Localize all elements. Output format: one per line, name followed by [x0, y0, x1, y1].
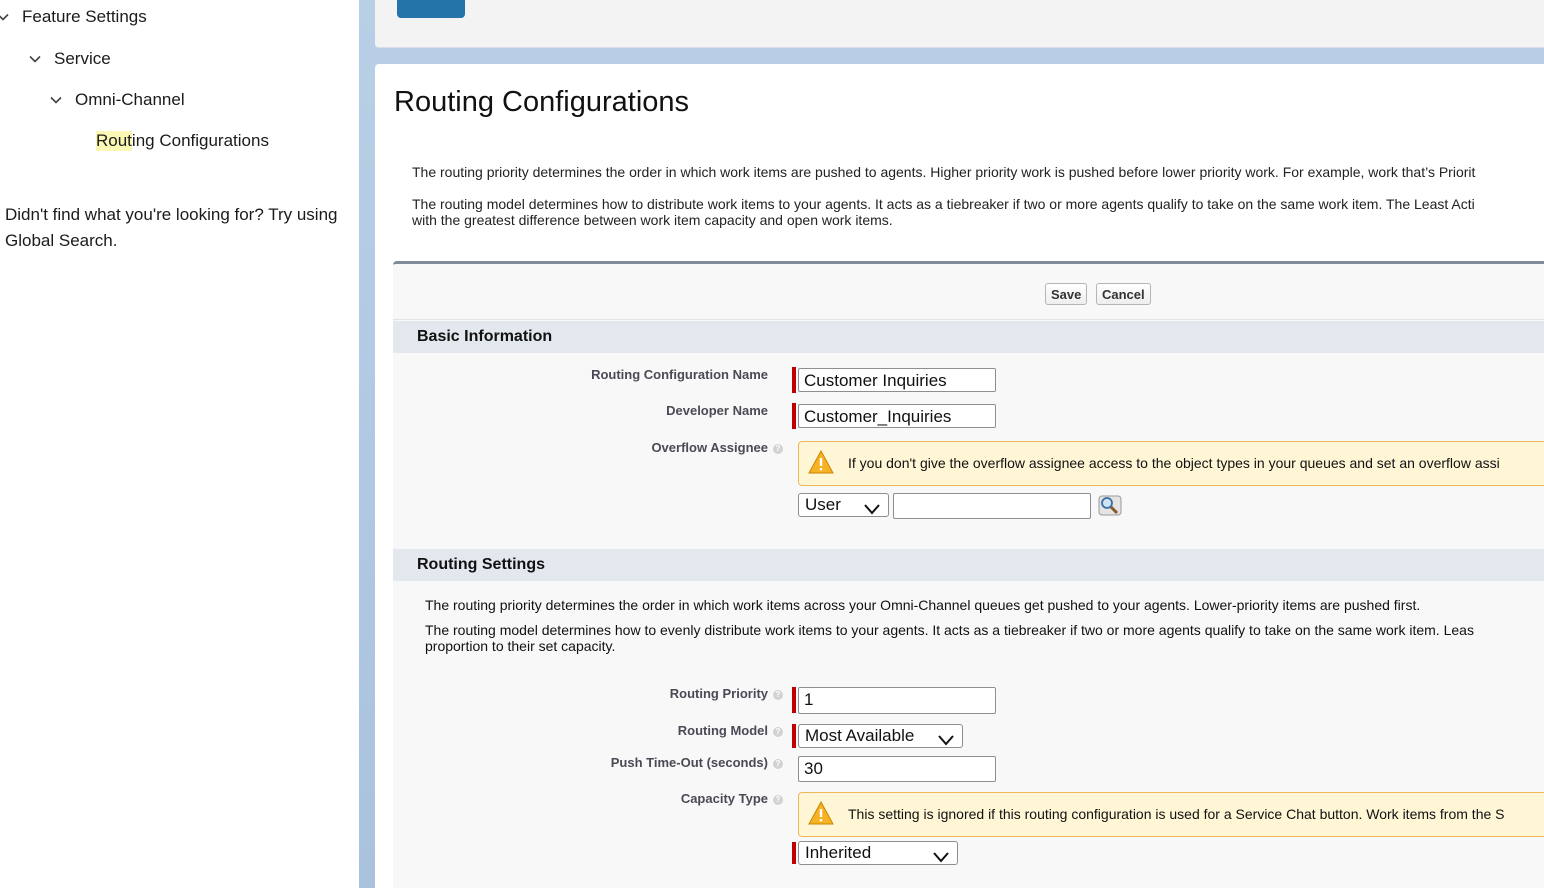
field-label: [388, 403, 768, 418]
routing-model-select[interactable]: [798, 724, 963, 748]
intro-model-line: The routing model determines how to distribute work items to your agents. It acts as a tiebreaker if two or more agents qualify to take on the same work item. The Least Acti: [412, 196, 1475, 212]
tree-item-label: Omni-Channel: [75, 90, 185, 109]
field-label: [403, 440, 783, 455]
help-icon[interactable]: ?: [773, 759, 783, 769]
required-indicator: [792, 842, 796, 864]
warning-icon: [808, 450, 834, 477]
field-label: [388, 367, 768, 382]
warning-text: If you don't give the overflow assignee access to the object types in your queues and set an overflow assi: [848, 455, 1500, 471]
label-text: Routing Configuration Name: [591, 367, 768, 382]
routing-priority-description: The routing priority determines the order in which work items across your Omni-Channel queues get pushed to your agents. Lower-priority items are pushed first.: [425, 597, 1421, 613]
select-value: Inherited: [805, 843, 872, 862]
lookup-search-icon[interactable]: [1097, 493, 1123, 522]
required-indicator: [792, 403, 796, 429]
capacity-type-select[interactable]: [798, 841, 958, 865]
required-indicator: [792, 724, 796, 748]
sidebar-hint-text: Didn't find what you're looking for? Try using Global Search.: [5, 205, 338, 250]
select-value: User: [805, 495, 841, 514]
chevron-down-icon[interactable]: [0, 10, 10, 24]
save-button[interactable]: Save: [1045, 283, 1087, 305]
intro-model-text: [412, 196, 1544, 228]
chevron-down-icon[interactable]: [28, 52, 42, 66]
warning-text: This setting is ignored if this routing configuration is used for a Service Chat button. Work items from the S: [848, 806, 1505, 822]
tree-item-service[interactable]: [28, 49, 111, 69]
section-title: Routing Settings: [417, 556, 545, 573]
help-icon[interactable]: ?: [773, 690, 783, 700]
section-header-routing-settings: [393, 549, 1544, 581]
label-text: Capacity Type: [680, 791, 768, 806]
help-icon[interactable]: ?: [773, 795, 783, 805]
overflow-warning-box: [798, 441, 1544, 486]
chevron-down-icon: [933, 847, 949, 869]
assignee-type-select[interactable]: [798, 493, 889, 517]
routing-priority-input[interactable]: 1: [798, 687, 996, 714]
main-card: [375, 64, 1544, 888]
developer-name-input[interactable]: Customer_Inquiries: [798, 404, 996, 428]
chevron-down-icon: [864, 499, 880, 521]
push-timeout-input[interactable]: 30: [798, 756, 996, 782]
required-indicator: [792, 367, 796, 393]
field-label: [403, 723, 783, 738]
help-icon[interactable]: ?: [773, 727, 783, 737]
top-action-button[interactable]: [397, 0, 465, 18]
setup-sidebar: [0, 0, 359, 888]
tree-item-label: Service: [54, 49, 111, 68]
description-line: The routing model determines how to evenly distribute work items to your agents. It acts as a tiebreaker if two or more agents qualify to take on the same work item. Leas: [425, 622, 1474, 638]
tree-item-label: ing Configurations: [131, 131, 269, 150]
capacity-warning-box: [798, 792, 1544, 837]
label-text: Routing Model: [677, 723, 768, 738]
label-text: Overflow Assignee: [651, 440, 768, 455]
tree-item-label: Feature Settings: [22, 7, 147, 26]
label-text: Push Time-Out (seconds): [610, 755, 768, 770]
button-row: [393, 283, 1544, 307]
search-highlight: Rout: [96, 131, 132, 150]
tree-item-feature-settings[interactable]: [0, 7, 147, 27]
section-header-basic-information: [393, 321, 1544, 353]
page-title: Routing Configurations: [394, 86, 690, 118]
field-label: [403, 755, 783, 770]
chevron-down-icon: [938, 730, 954, 752]
cancel-button[interactable]: Cancel: [1096, 283, 1151, 305]
label-text: Developer Name: [666, 403, 768, 418]
tree-item-routing-configurations[interactable]: [96, 131, 269, 151]
intro-priority-text: The routing priority determines the order in which work items are pushed to agents. Higher priority work is pushed before lower priority work. For example, work that’s Priorit: [412, 164, 1476, 180]
field-label: [403, 791, 783, 806]
description-line: proportion to their set capacity.: [425, 638, 616, 654]
tree-item-omni-channel[interactable]: [49, 90, 185, 110]
routing-model-description: [425, 622, 1544, 654]
label-text: Routing Priority: [669, 686, 768, 701]
warning-icon: [808, 801, 834, 828]
section-title: Basic Information: [417, 328, 553, 345]
field-label: [403, 686, 783, 701]
intro-model-line: with the greatest difference between work item capacity and open work items.: [412, 212, 893, 228]
edit-form-panel: [393, 261, 1544, 888]
select-value: Most Available: [805, 726, 915, 745]
divider: [393, 319, 1544, 320]
help-icon[interactable]: ?: [773, 444, 783, 454]
top-card: [375, 0, 1544, 48]
routing-config-name-input[interactable]: Customer Inquiries: [798, 368, 996, 392]
assignee-lookup-input[interactable]: [893, 493, 1091, 519]
chevron-down-icon[interactable]: [49, 93, 63, 107]
required-indicator: [792, 687, 796, 713]
